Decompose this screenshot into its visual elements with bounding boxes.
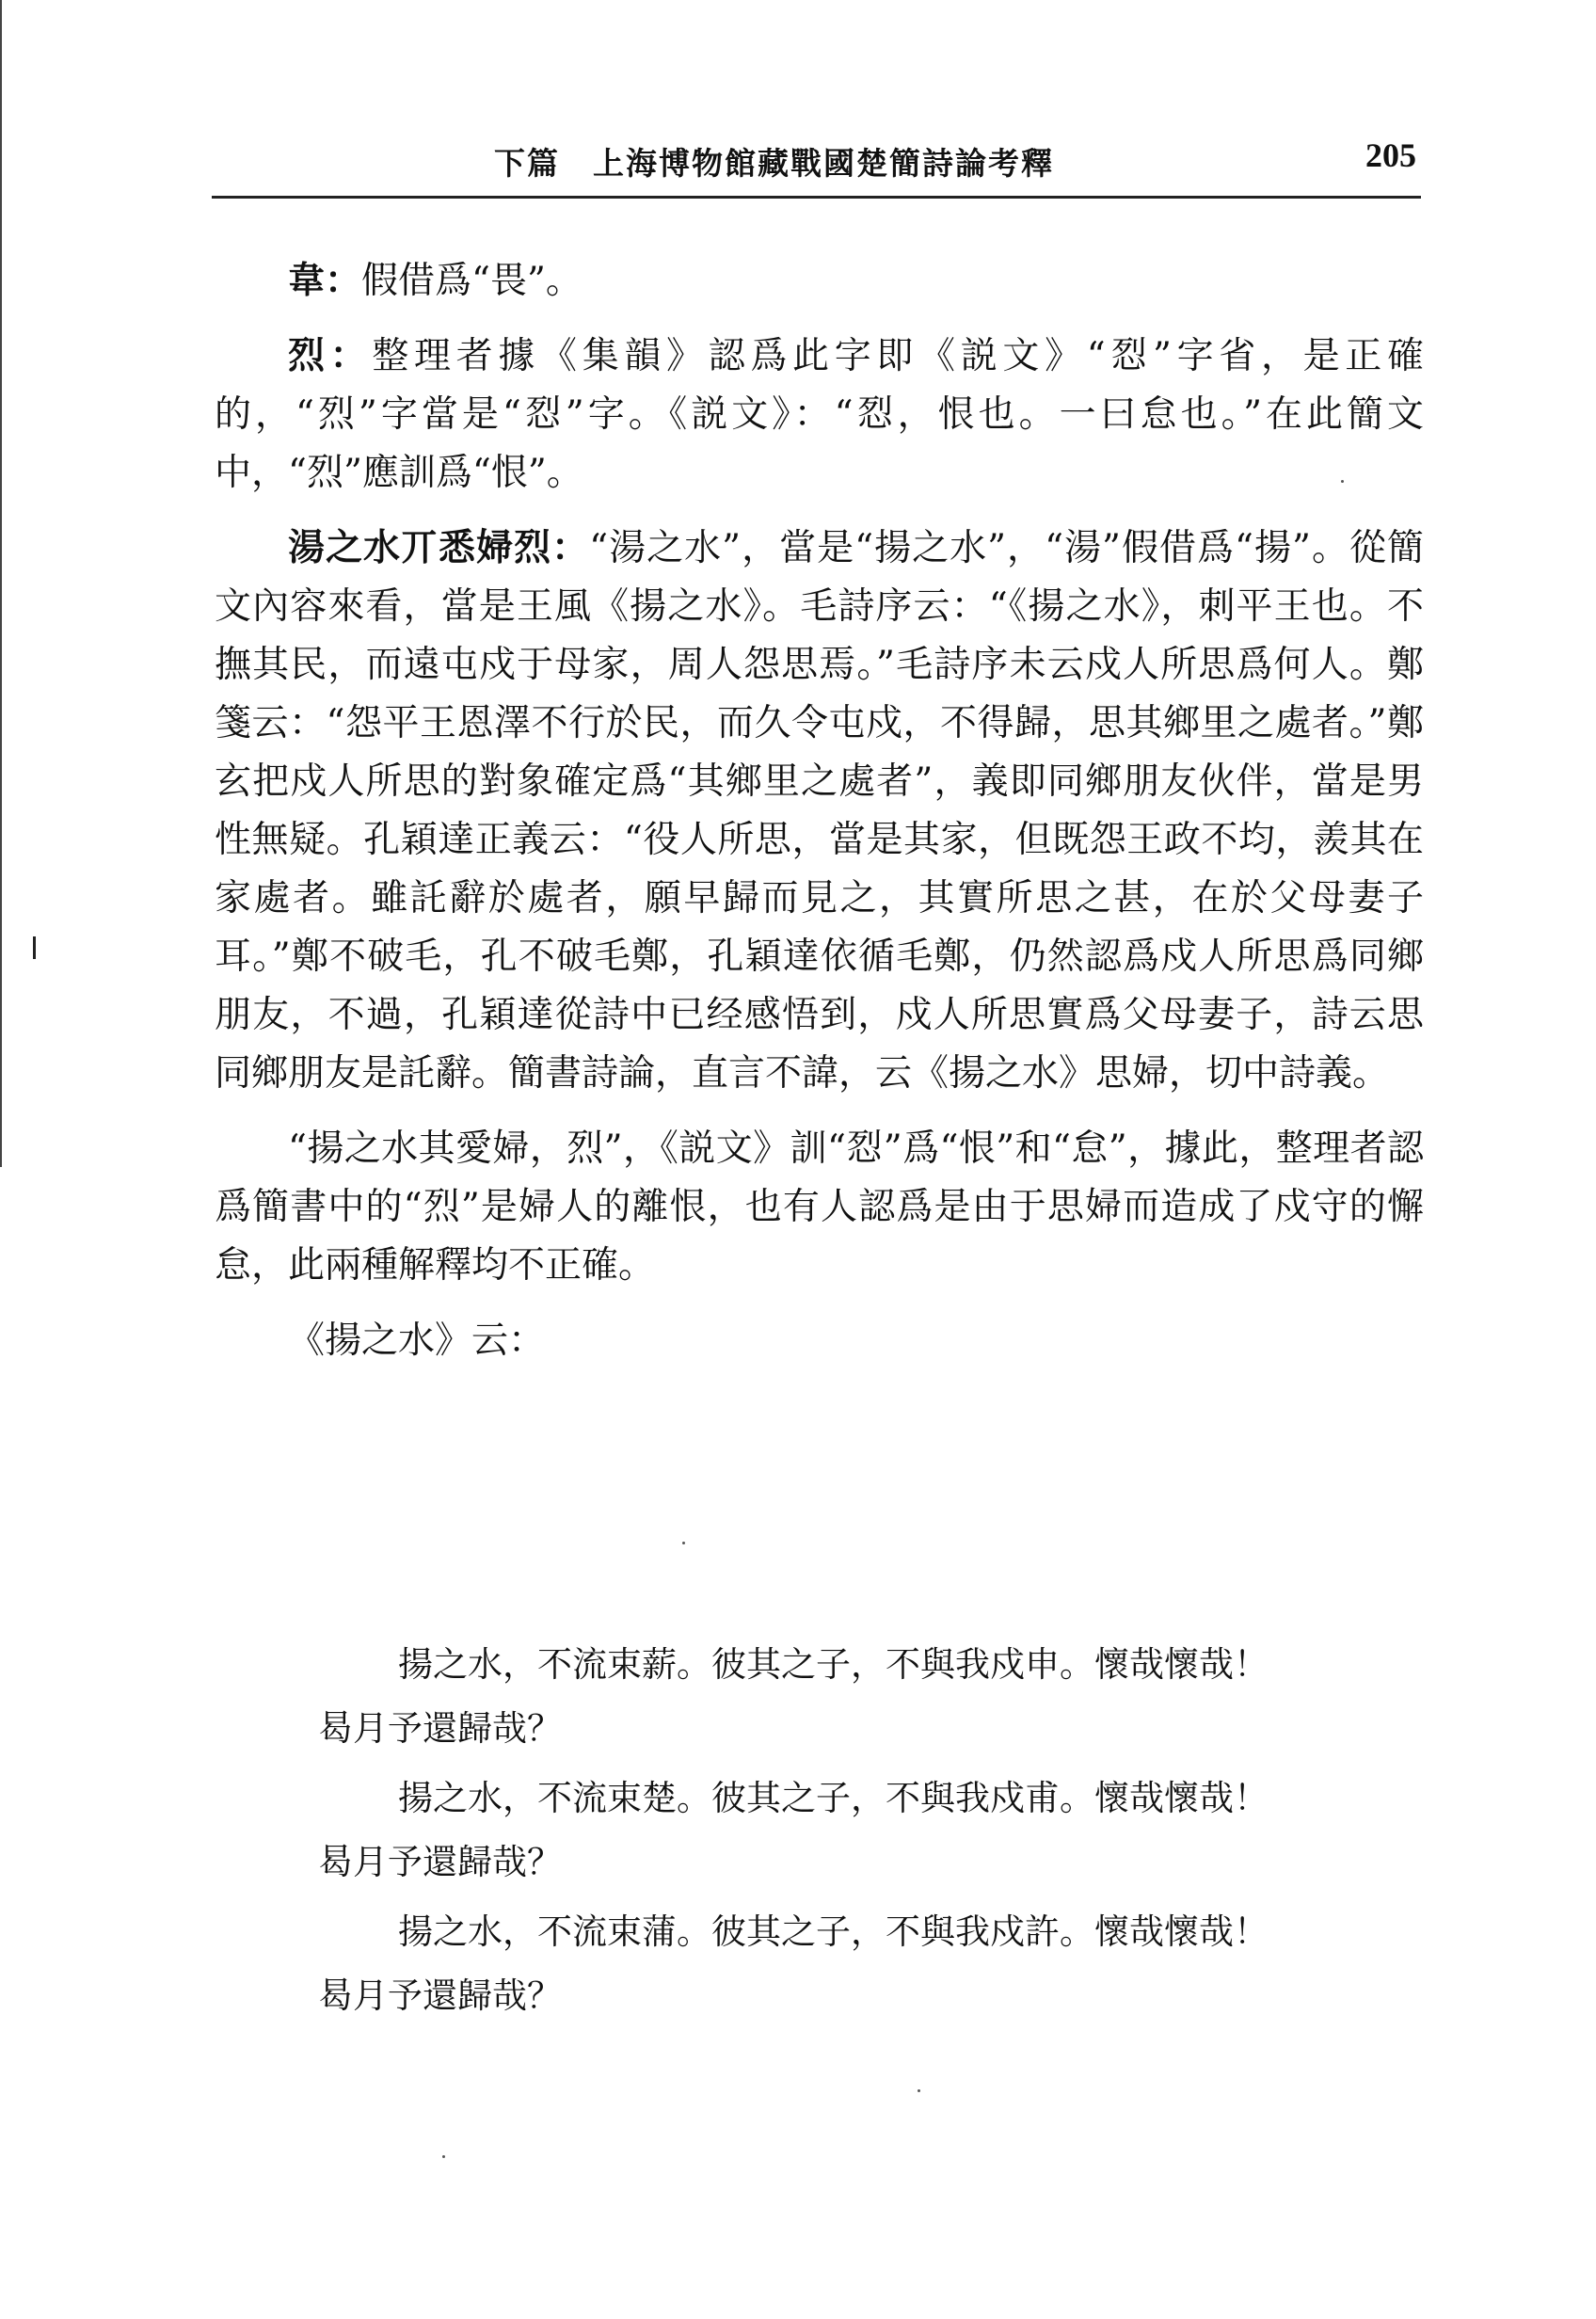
poem-stanza	[215, 1767, 1424, 1895]
entry-text: “湯之水”，當是“揚之水”，“湯”假借爲“揚”。從簡文內容來看，當是王風《揚之水》。毛詩序云：“《揚之水》，刺平王也。不撫其民，而遠屯戍于母家，周人怨思焉。”毛詩序未云戍人所思爲何人。鄭箋云：“怨平王恩澤不行於民，而久令屯戍，不得歸，思其鄉里之處者。”鄭玄把戍人所思的對象確定爲“其鄉里之處者”，義即同鄉朋友伙伴，當是男性無疑。孔穎達正義云：“役人所思，當是其家，但既怨王政不均，羨其在家處者。雖託辭於處者，願早歸而見之，其實所思之甚，在於父母妻子耳。”鄭不破毛，孔不破毛鄭，孔穎達依循毛鄭，仍然認爲戍人所思爲同鄉朋友，不過，孔穎達從詩中已经感悟到，戍人所思實爲父母妻子，詩云思同鄉朋友是託辭。簡書詩論，直言不諱，云《揚之水》思婦，切中詩義。	[215, 527, 1424, 1095]
page-number: 205	[1365, 136, 1416, 174]
verse-tail: 曷月予還歸哉？	[318, 1842, 562, 1882]
entry-term: 湯之水丌悉婦烈：	[288, 527, 590, 569]
scan-speck	[1341, 480, 1344, 483]
entry-paragraph	[215, 328, 1424, 503]
page-edge-shadow	[0, 0, 2, 1167]
quote-intro	[215, 1312, 1424, 1370]
entry-text: 假借爲“畏”。	[361, 260, 583, 302]
verse-tail: 曷月予還歸哉？	[318, 1975, 562, 2016]
entry-term: 韋：	[288, 260, 362, 302]
scan-speck	[918, 2089, 920, 2092]
entry-term: 烈：	[288, 335, 373, 377]
scan-speck	[442, 2155, 445, 2158]
entry-paragraph	[215, 252, 1424, 311]
header-title: 下篇 上海博物館藏戰國楚簡詩論考釋	[494, 145, 1054, 182]
entry-paragraph	[215, 520, 1424, 1103]
header-rule	[212, 196, 1421, 199]
scan-speck	[682, 1542, 685, 1544]
running-header	[212, 132, 1416, 188]
paragraph-text: “揚之水其愛婦，烈”，《説文》訓“㤠”爲“恨”和“怠”，據此，整理者認爲簡書中的“烈”是婦人的離恨，也有人認爲是由于思婦而造成了戍守的懈怠，此兩種解釋均不正確。	[215, 1128, 1424, 1287]
entry-text: 整理者據《集韻》認爲此字即《説文》“㤠”字省，是正確的，“烈”字當是“㤠”字。《説文》：“㤠，恨也。一曰怠也。”在此簡文中，“烈”應訓爲“恨”。	[215, 335, 1424, 494]
poem-quotation	[215, 1633, 1424, 2028]
verse-line: 揚之水，不流束蒲。彼其之子，不與我戍許。懷哉懷哉！	[398, 1911, 1269, 1952]
verse-line: 揚之水，不流束薪。彼其之子，不與我戍申。懷哉懷哉！	[398, 1644, 1269, 1685]
margin-mark	[33, 936, 36, 959]
verse-tail: 曷月予還歸哉？	[318, 1708, 562, 1749]
body-paragraph	[215, 1120, 1424, 1295]
poem-stanza	[215, 1633, 1424, 1761]
quote-intro-text: 《揚之水》云：	[288, 1319, 546, 1362]
verse-line: 揚之水，不流束楚。彼其之子，不與我戍甫。懷哉懷哉！	[398, 1778, 1269, 1818]
poem-stanza	[215, 1900, 1424, 2028]
body-text	[215, 252, 1424, 1370]
